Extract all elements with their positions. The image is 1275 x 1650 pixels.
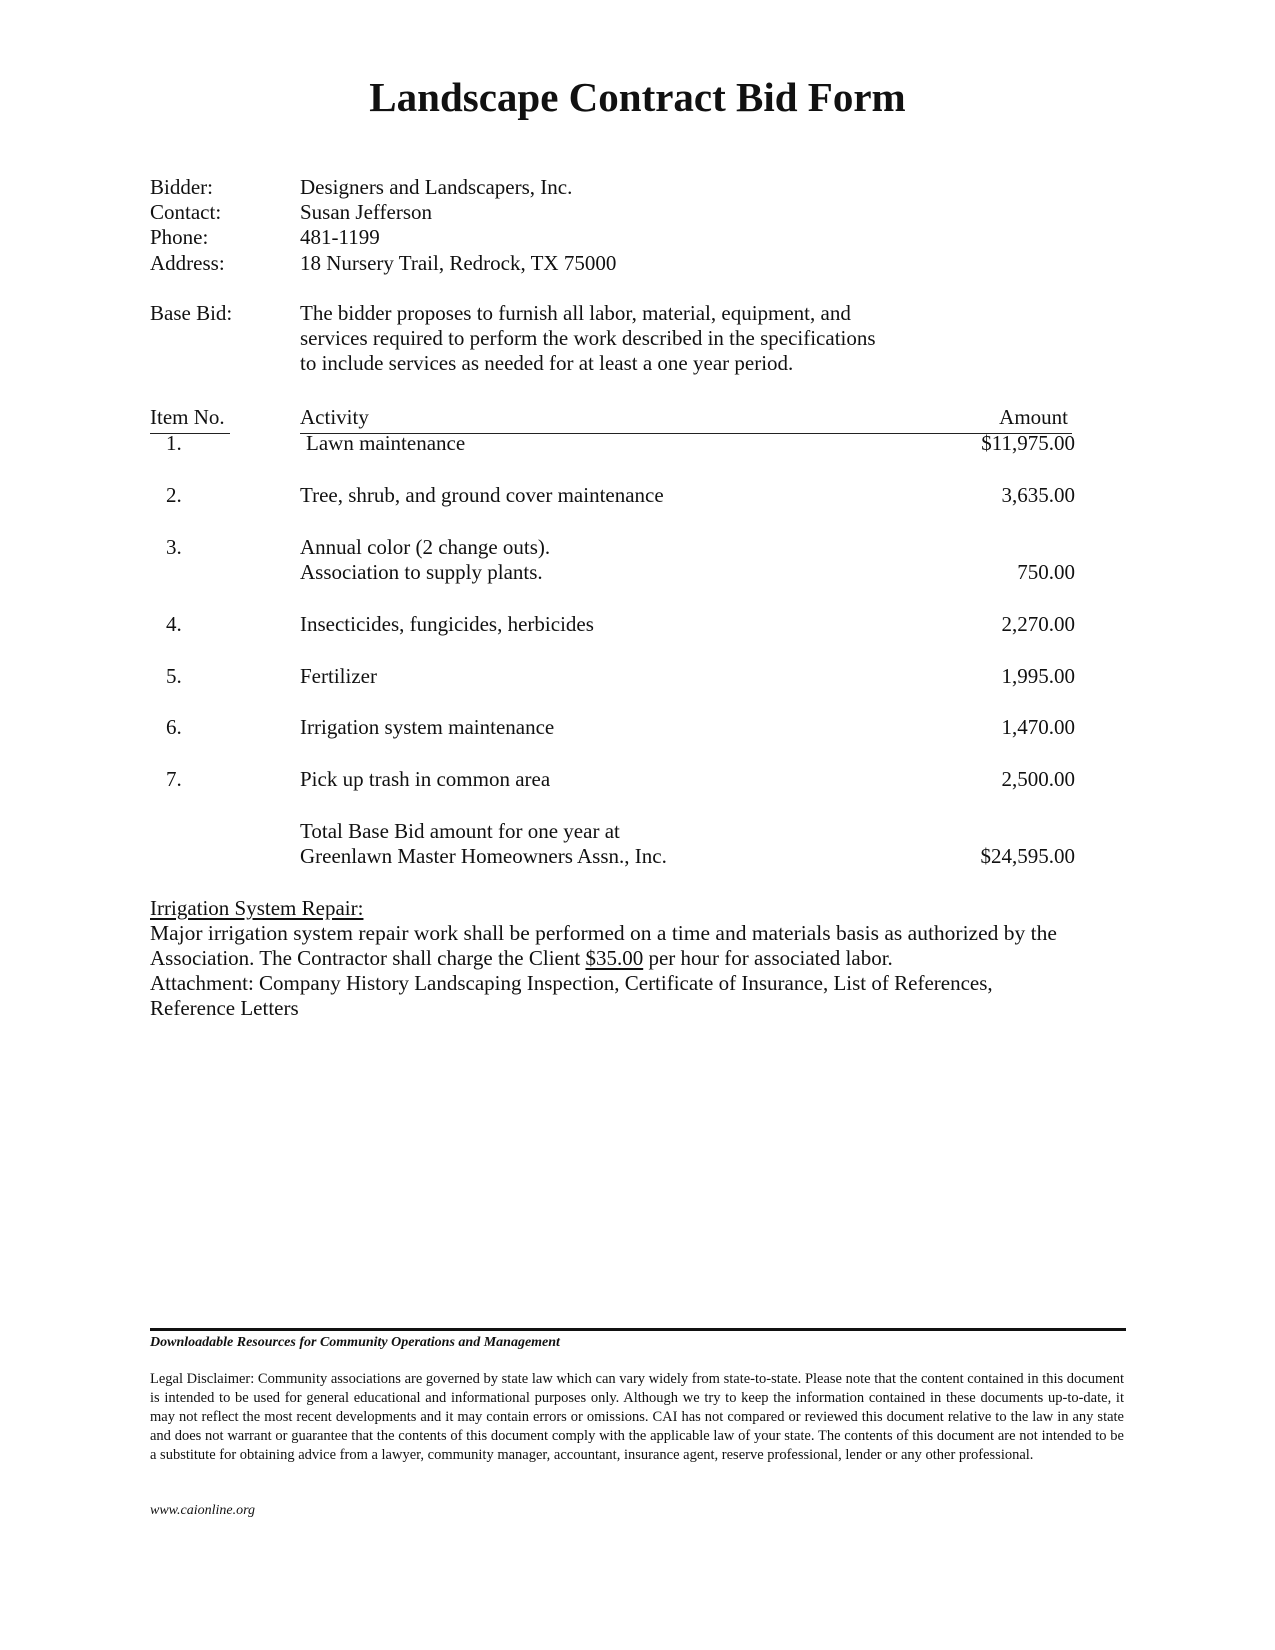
attachment-line: Reference Letters	[150, 996, 299, 1020]
bidder-value: Designers and Landscapers, Inc.	[300, 175, 573, 199]
attachment-line: Attachment: Company History Landscaping Inspection, Certificate of Insurance, List of References,	[150, 971, 993, 995]
irrigation-text: per hour for associated labor.	[643, 946, 893, 970]
phone-value: 481-1199	[300, 225, 380, 249]
row-activity: Tree, shrub, and ground cover maintenance	[300, 483, 664, 507]
row-amount: 2,270.00	[1001, 612, 1075, 636]
row-number: 3.	[166, 535, 182, 559]
website-link[interactable]: www.caionline.org	[150, 1503, 255, 1518]
row-amount: 3,635.00	[1001, 483, 1075, 507]
bidder-label: Bidder:	[150, 175, 213, 199]
base-bid-line: services required to perform the work described in the specifications	[300, 326, 876, 350]
footer-rule	[150, 1328, 1126, 1331]
irrigation-text: Association. The Contractor shall charge the Client	[150, 946, 586, 970]
irrigation-heading: Irrigation System Repair:	[150, 896, 364, 920]
irrigation-line: Major irrigation system repair work shall be performed on a time and materials basis as authorized by the	[150, 921, 1057, 945]
row-number: 7.	[166, 767, 182, 791]
row-amount: 1,470.00	[1001, 715, 1075, 739]
total-amount: $24,595.00	[980, 844, 1075, 868]
header-item-no-underline	[150, 433, 230, 434]
address-value: 18 Nursery Trail, Redrock, TX 75000	[300, 251, 617, 275]
base-bid-label: Base Bid:	[150, 301, 233, 325]
footer-heading: Downloadable Resources for Community Operations and Management	[150, 1335, 560, 1350]
row-amount: $11,975.00	[981, 431, 1075, 455]
header-activity: Activity	[300, 405, 369, 429]
contact-label: Contact:	[150, 200, 222, 224]
row-activity: Irrigation system maintenance	[300, 715, 555, 739]
base-bid-line: The bidder proposes to furnish all labor, material, equipment, and	[300, 301, 851, 325]
page-title: Landscape Contract Bid Form	[369, 74, 906, 120]
row-activity-line2: Association to supply plants.	[300, 560, 543, 584]
address-label: Address:	[150, 251, 225, 275]
row-activity: Lawn maintenance	[306, 431, 466, 455]
phone-label: Phone:	[150, 225, 209, 249]
row-amount: 1,995.00	[1001, 664, 1075, 688]
row-activity: Insecticides, fungicides, herbicides	[300, 612, 594, 636]
row-activity: Annual color (2 change outs).	[300, 535, 551, 559]
row-activity: Fertilizer	[300, 664, 377, 688]
row-number: 5.	[166, 664, 182, 688]
row-number: 2.	[166, 483, 182, 507]
irrigation-line	[150, 945, 893, 971]
legal-disclaimer: Legal Disclaimer: Community associations are governed by state law which can vary widely from state-to-state. Please note that the content contained in this document is intended to be used for general educational and informational purposes only. Although we try to keep the information contained in these documents up-to-date, it may not reflect the most recent developments and it may contain errors or omissions. CAI has not compared or reviewed this document relative to the law in any state and does not warrant or guarantee that the contents of this document comply with the applicable law of your state. The contents of this document are not intended to be a substitute for obtaining advice from a lawyer, community manager, accountant, insurance agent, reserve professional, lender or any other professional.	[150, 1371, 1124, 1463]
base-bid-line: to include services as needed for at least a one year period.	[300, 351, 794, 375]
header-amount: Amount	[999, 405, 1068, 429]
row-number: 1.	[166, 431, 182, 455]
total-label-line1: Total Base Bid amount for one year at	[300, 819, 620, 843]
total-label-line2: Greenlawn Master Homeowners Assn., Inc.	[300, 844, 667, 868]
row-amount: 2,500.00	[1001, 767, 1075, 791]
row-number: 4.	[166, 612, 182, 636]
row-activity: Pick up trash in common area	[300, 767, 551, 791]
header-item-no: Item No.	[150, 405, 225, 429]
contact-value: Susan Jefferson	[300, 200, 433, 224]
hourly-rate: $35.00	[585, 946, 644, 970]
row-number: 6.	[166, 715, 182, 739]
row-amount: 750.00	[1017, 560, 1075, 584]
